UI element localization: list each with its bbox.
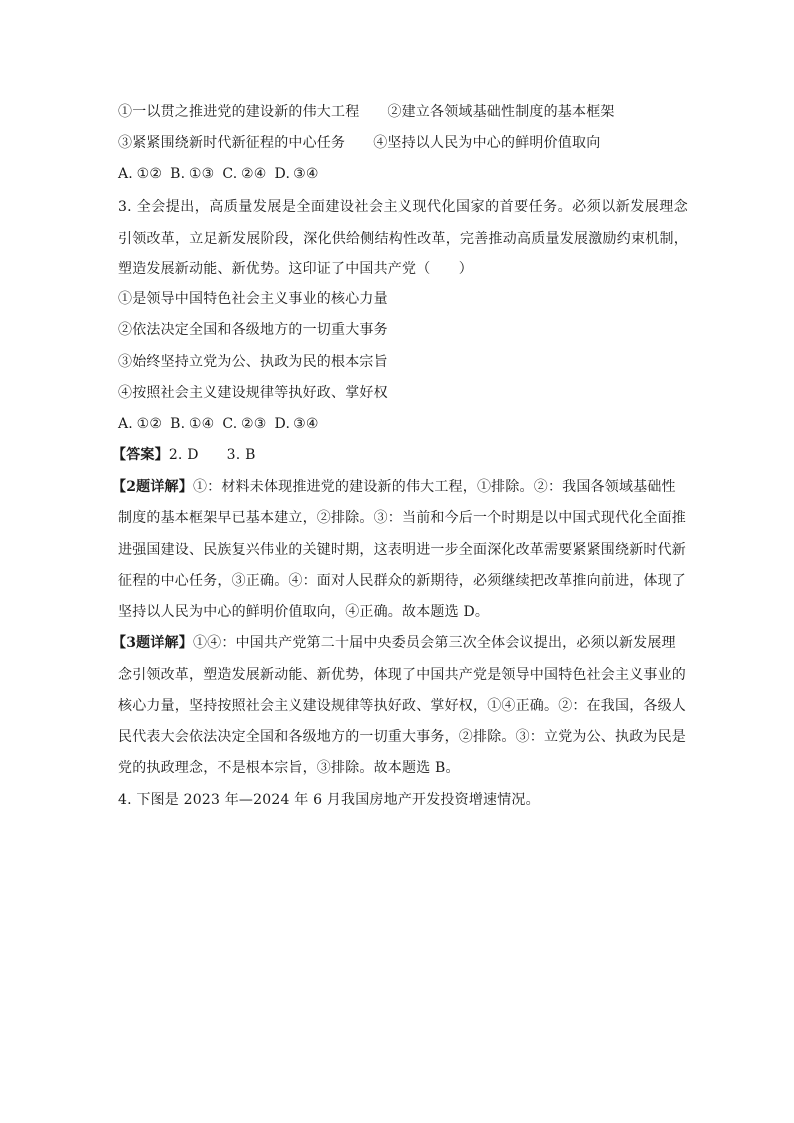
- explain2-line-4: 征程的中心任务，③正确。④：面对人民群众的新期待，必须继续把改革推向前进，体现了: [118, 573, 686, 589]
- q2-choice-d-letter: D.: [274, 166, 291, 182]
- q3-stem-line-3: 塑造发展新动能、新优势。这印证了中国共产党（ ）: [118, 261, 473, 277]
- q3-choice-c-letter: C.: [222, 416, 238, 432]
- q3-stem-line-1: 3. 全会提出，高质量发展是全面建设社会主义现代化国家的首要任务。必须以新发展理念: [118, 199, 688, 215]
- q2-option-2: ②建立各领域基础性制度的基本框架: [387, 104, 615, 120]
- q3-choice-d-value: ③④: [293, 416, 319, 432]
- answer-q3: 3. B: [226, 447, 256, 463]
- q3-choice-a-value: ①②: [136, 416, 163, 432]
- explain3-line-2: 念引领改革，塑造发展新动能、新优势，体现了中国共产党是领导中国特色社会主义事业的: [118, 667, 686, 683]
- q2-choice-a-letter: A.: [118, 166, 133, 182]
- q2-choice-c-letter: C.: [222, 166, 238, 182]
- explain2-text-1: ①：材料未体现推进党的建设新的伟大工程，①排除。②：我国各领域基础性: [192, 479, 676, 495]
- explain2-label: 【2题详解】: [112, 479, 193, 495]
- answer-line: [112, 445, 256, 465]
- q2-option-1: ①一以贯之推进党的建设新的伟大工程: [118, 104, 360, 120]
- q2-choice-b-value: ①③: [188, 166, 215, 182]
- q3-choices: [118, 414, 327, 434]
- q2-choice-c-value: ②④: [241, 166, 267, 182]
- explain2-line-2: 制度的基本框架早已基本建立，②排除。③：当前和今后一个时期是以中国式现代化全面推: [118, 510, 686, 526]
- q3-choice-c-value: ②③: [241, 416, 267, 432]
- answer-q2: 2. D: [168, 447, 199, 463]
- q3-choice-b-value: ①④: [188, 416, 215, 432]
- q3-option-4: ④按照社会主义建设规律等执好政、掌好权: [118, 385, 388, 401]
- explain3-line-1: [112, 633, 676, 653]
- q3-choice-b-letter: B.: [170, 416, 186, 432]
- q2-choice-b-letter: B.: [170, 166, 186, 182]
- explain2-line-5: 坚持以人民为中心的鲜明价值取向，④正确。故本题选 D。: [118, 604, 490, 620]
- q2-choice-d-value: ③④: [293, 166, 319, 182]
- q2-options-row-1: [118, 102, 615, 122]
- q2-option-4: ④坚持以人民为中心的鲜明价值取向: [373, 135, 601, 151]
- q3-choice-a-letter: A.: [118, 416, 133, 432]
- q3-option-1: ①是领导中国特色社会主义事业的核心力量: [118, 291, 388, 307]
- q3-choice-d-letter: D.: [274, 416, 291, 432]
- q3-option-2: ②依法决定全国和各级地方的一切重大事务: [118, 322, 388, 338]
- explain2-line-1: [112, 477, 676, 497]
- q2-options-row-2: [118, 133, 600, 153]
- q3-option-3: ③始终坚持立党为公、执政为民的根本宗旨: [118, 354, 388, 370]
- q2-choice-a-value: ①②: [136, 166, 163, 182]
- q3-stem-line-2: 引领改革，立足新发展阶段，深化供给侧结构性改革，完善推动高质量发展激励约束机制，: [118, 231, 688, 247]
- explain3-label: 【3题详解】: [112, 635, 193, 651]
- q2-option-3: ③紧紧围绕新时代新征程的中心任务: [118, 135, 346, 151]
- answer-label: 【答案】: [112, 447, 169, 463]
- explain3-line-3: 核心力量，坚持按照社会主义建设规律等执好政、掌好权，①④正确。②：在我国，各级人: [118, 698, 686, 714]
- explain3-line-5: 党的执政理念，不是根本宗旨，③排除。故本题选 B。: [118, 760, 460, 776]
- q2-choices: [118, 164, 327, 184]
- explain3-line-4: 民代表大会依法决定全国和各级地方的一切重大事务，②排除。③：立党为公、执政为民是: [118, 729, 686, 745]
- q4-stem: 4. 下图是 2023 年—2024 年 6 月我国房地产开发投资增速情况。: [118, 792, 540, 808]
- explain3-text-1: ①④：中国共产党第二十届中央委员会第三次全体会议提出，必须以新发展理: [192, 635, 676, 651]
- explain2-line-3: 进强国建设、民族复兴伟业的关键时期，这表明进一步全面深化改革需要紧紧围绕新时代新: [118, 542, 686, 558]
